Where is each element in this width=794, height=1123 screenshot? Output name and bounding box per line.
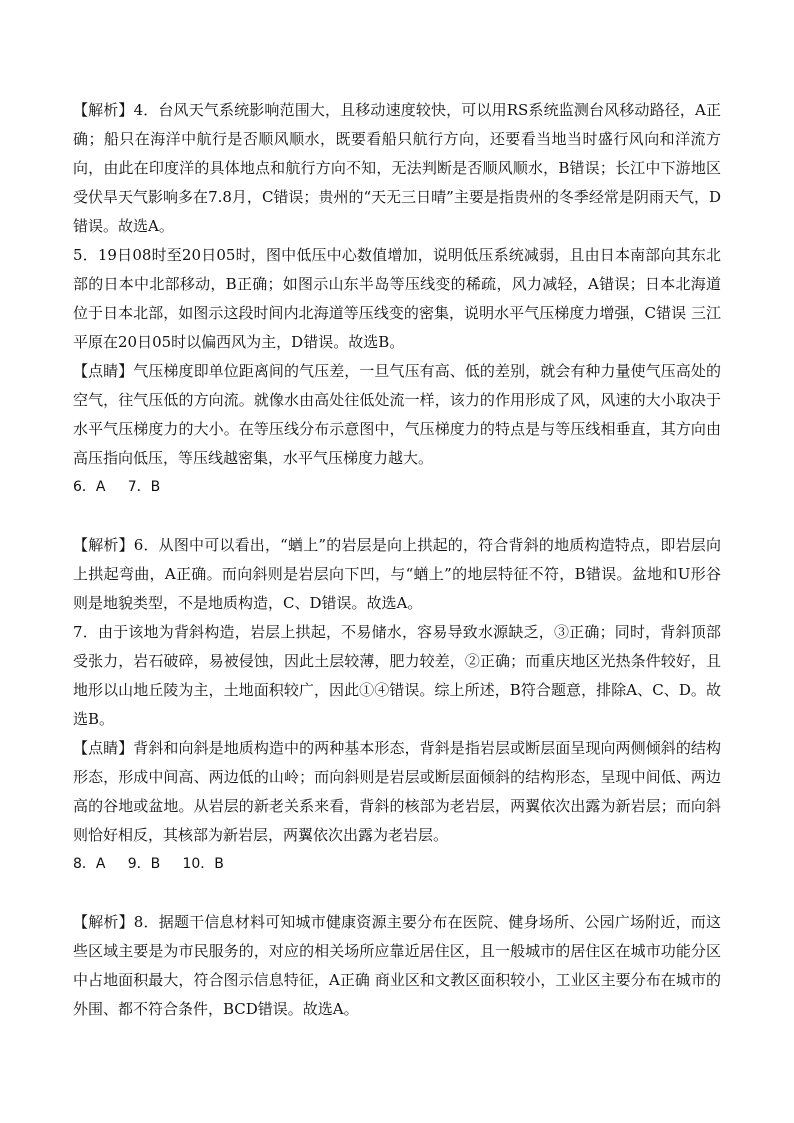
analysis-q6: 【解析】6．从图中可以看出，“蝤上”的岩层是向上拱起的，符合背斜的地质构造特点，即岩层向上拱起弯曲，A正确。而向斜则是岩层向下凹，与“蝤上”的地层特征不符，B错误。盆地和U形谷则是地貌类型，不是地质构造，C、D错误。故选A。 xyxy=(73,536,721,612)
analysis-q8: 【解析】8．据题干信息材料可知城市健康资源主要分布在医院、健身场所、公园广场附近，而这些区域主要是为市民服务的，对应的相关场所应靠近居住区，且一般城市的居住区在城市功能分区中占地面积最大，符合图示信息特征，A正确 商业区和文教区面积较小，工业区主要分布在城市的外围、都不符合条件，BCD错误。故选A。 xyxy=(73,913,721,1018)
tip-q4-5: 【点睛】气压梯度即单位距离间的气压差，一旦气压有高、低的差别，就会有种力量使气压高处的空气，往气压低的方向流。就像水由高处往低处流一样，该力的作用形成了风，风速的大小取决于水平气压梯度力的大小。在等压线分布示意图中，气压梯度力的特点是与等压线相垂直，其方向由高压指向低压，等压线越密集，水平气压梯度力越大。 xyxy=(73,362,721,467)
spacer xyxy=(73,502,721,531)
analysis-q4: 【解析】4．台风天气系统影响范围大，且移动速度较快，可以用RS系统监测台风移动路径，A正确；船只在海洋中航行是否顺风顺水，既要看船只航行方向，还要看当地当时盛行风向和洋流方向，由此在印度洋的具体地点和航行方向不知，无法判断是否顺风顺水，B错误；长江中下游地区受伏旱天气影响多在7.8月，C错误；贵州的“天无三日晴”主要是指贵州的冬季经常是阴雨天气，D错误。故选A。 xyxy=(73,101,721,235)
answer-key-6-7: 6．A 7．B xyxy=(73,479,161,495)
analysis-q7: 7．由于该地为背斜构造，岩层上拱起，不易储水，容易导致水源缺乏，③正确；同时，背斜顶部受张力，岩石破碎，易被侵蚀，因此土层较薄，肥力较差，②正确；而重庆地区光热条件较好，且地形以山地丘陵为主，土地面积较广，因此①④错误。综上所述，B符合题意，排除A、C、D。故选B。 xyxy=(73,623,721,728)
answer-key-8-10: 8．A 9．B 10．B xyxy=(73,856,224,872)
analysis-q5: 5．19日08时至20日05时，图中低压中心数值增加，说明低压系统减弱，且由日本南部向其东北部的日本中北部移动，B正确；如图示山东半岛等压线变的稀疏，风力减轻，A错误；日本北海道位于日本北部，如图示这段时间内北海道等压线变的密集，说明水平气压梯度力增强，C错误 三江平原在20日05时以偏西风为主，D错误。故选B。 xyxy=(73,246,721,351)
tip-q6-7: 【点睛】背斜和向斜是地质构造中的两种基本形态，背斜是指岩层或断层面呈现向两侧倾斜的结构形态，形成中间高、两边低的山岭；而向斜则是岩层或断层面倾斜的结构形态，呈现中间低、两边高的谷地或盆地。从岩层的新老关系来看，背斜的核部为老岩层，两翼依次出露为新岩层；而向斜则恰好相反，其核部为新岩层，两翼依次出露为老岩层。 xyxy=(73,739,721,844)
spacer xyxy=(73,879,721,908)
